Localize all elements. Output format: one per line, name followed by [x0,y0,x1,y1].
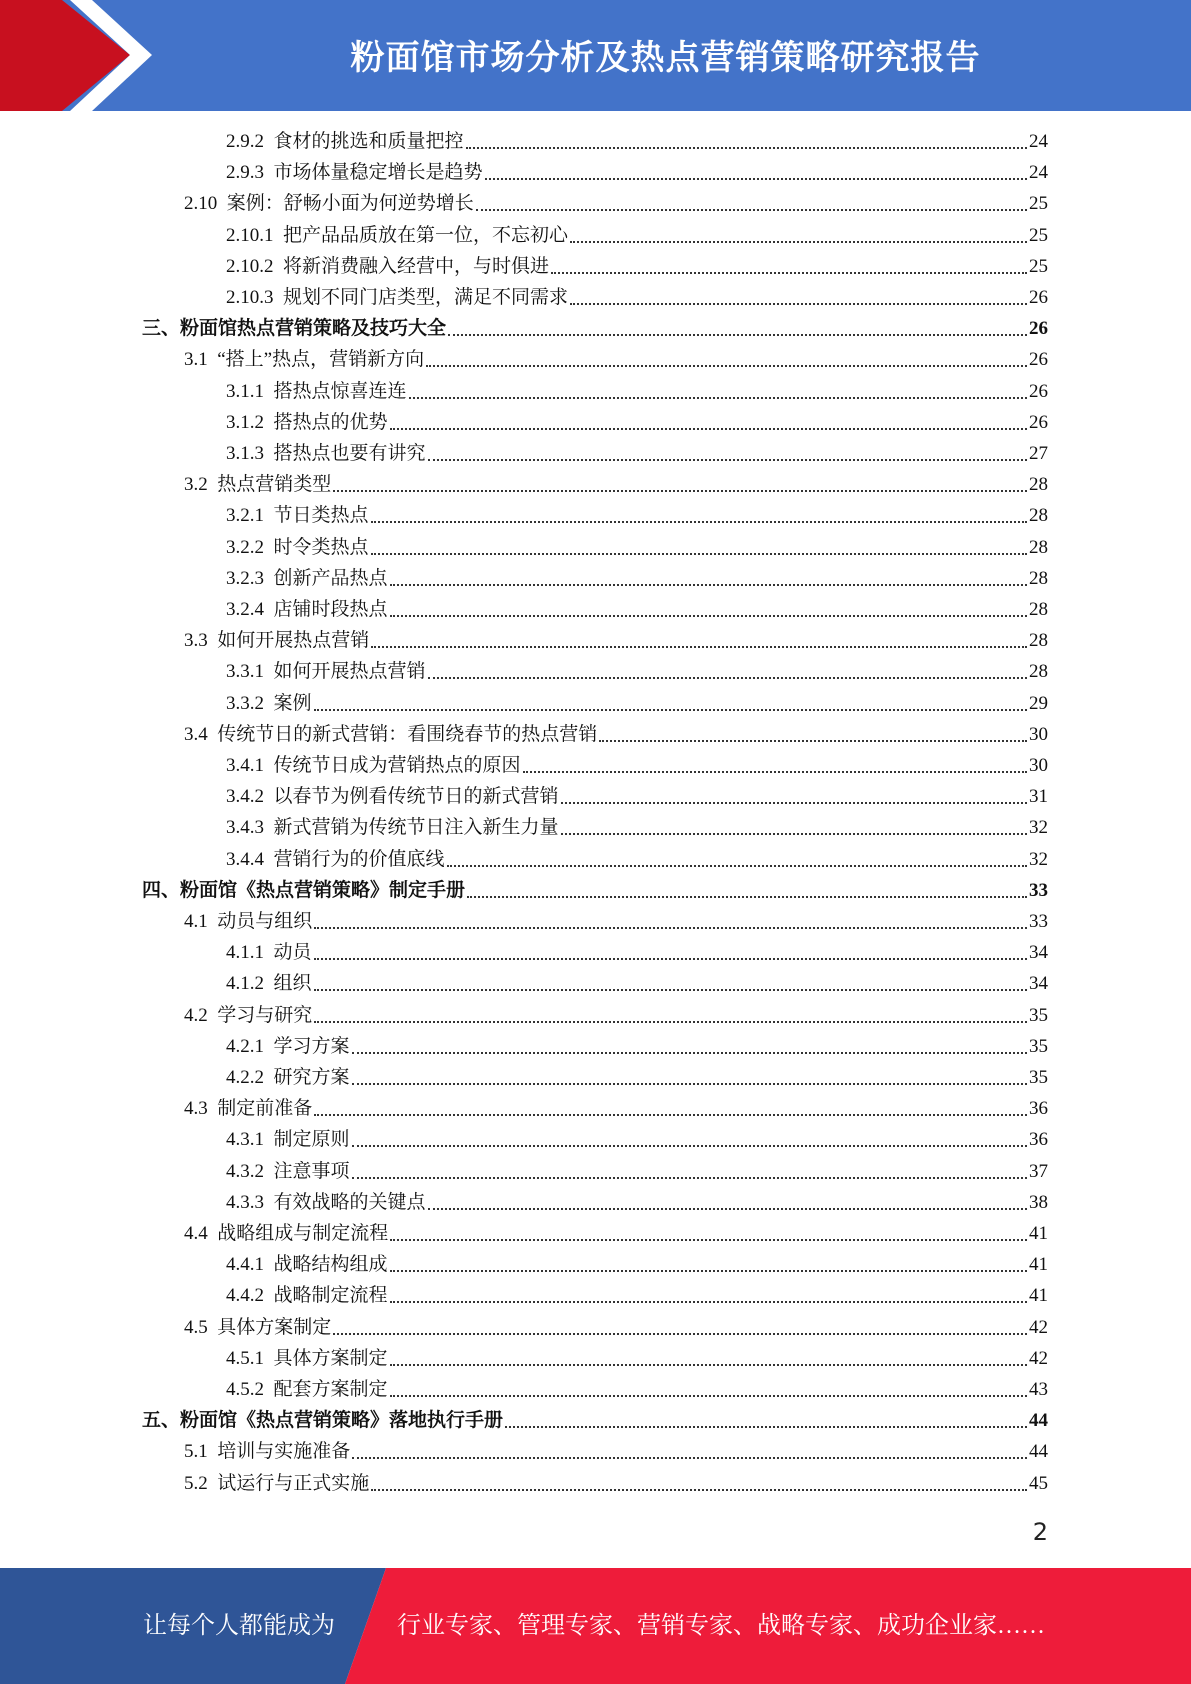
toc-entry-page: 28 [1029,599,1048,620]
toc-leader-dots [485,178,1027,180]
toc-entry[interactable] [226,845,1048,875]
toc-entry-number: 2.10.2 [226,255,274,277]
toc-entry-number: 4.2.1 [226,1035,264,1057]
toc-entry-page: 26 [1029,380,1048,402]
toc-entry-title: 食材的挑选和质量把控 [273,131,464,152]
toc-leader-dots [570,241,1027,243]
toc-entry[interactable] [226,1281,1048,1311]
toc-entry-page: 32 [1029,817,1048,839]
toc-entry-page: 28 [1029,536,1048,558]
toc-entry-number: 2.9.3 [226,162,264,184]
toc-entry-title: 粉面馆《热点营销策略》制定手册 [180,879,466,901]
toc-entry-number: 4.3.1 [226,1129,264,1151]
toc-entry-number: 3.4 [184,723,208,745]
toc-entry[interactable] [226,408,1048,438]
toc-entry-title: 具体方案制定 [273,1347,388,1369]
toc-leader-dots [426,365,1027,367]
toc-entry-title: 动员 [273,942,312,964]
toc-entry-number: 5.1 [184,1441,208,1463]
toc-entry-page: 28 [1029,661,1048,683]
toc-entry[interactable] [184,1001,1048,1031]
toc-entry-title: 搭热点惊喜连连 [273,380,407,402]
toc-leader-dots [314,927,1027,929]
toc-entry-page: 37 [1029,1160,1048,1182]
toc-leader-dots [333,1333,1027,1335]
toc-leader-dots [390,1239,1027,1241]
toc-entry-title: 市场体量稳定增长是趋势 [273,162,483,184]
toc-entry[interactable] [142,314,1048,344]
toc-entry-page: 27 [1029,443,1048,464]
toc-entry-page: 26 [1029,318,1048,340]
toc-entry-number: 4.5.2 [226,1379,264,1400]
toc-entry-page: 33 [1029,879,1048,901]
toc-entry[interactable] [226,252,1048,282]
toc-leader-dots [561,833,1027,835]
toc-entry-title: 战略制定流程 [273,1285,388,1307]
toc-entry-number: 4.5.1 [226,1347,264,1369]
toc-entry-page: 34 [1029,942,1048,964]
toc-leader-dots [599,740,1027,742]
toc-entry-number: 3.2.2 [226,536,264,558]
toc-entry-number: 4.1 [184,911,208,932]
toc-entry-number: 3.2.1 [226,505,264,527]
toc-entry[interactable] [226,1188,1048,1218]
toc-entry-title: 搭热点的优势 [273,411,388,433]
toc-entry-number: 4.4.2 [226,1285,264,1307]
toc-entry-title: 搭热点也要有讲究 [273,443,426,464]
toc-entry-title: 时令类热点 [273,536,369,558]
toc-entry-number: 3.2.4 [226,599,264,620]
toc-leader-dots [447,865,1027,867]
toc-entry[interactable] [226,938,1048,968]
toc-entry-title: 如何开展热点营销 [273,661,426,683]
toc-entry[interactable] [184,189,1048,219]
toc-entry-number: 3.1.1 [226,380,264,402]
toc-entry-title: 战略组成与制定流程 [217,1223,389,1244]
toc-entry-number: 三、 [142,318,181,340]
toc-entry-number: 4.1.1 [226,942,264,964]
toc-entry[interactable] [142,1406,1048,1436]
toc-entry-number: 2.10 [184,193,218,215]
toc-entry-title: 粉面馆热点营销策略及技巧大全 [180,318,447,340]
toc-entry[interactable] [184,345,1048,375]
footer-slogan-right: 行业专家、管理专家、营销专家、战略专家、成功企业家…… [397,1613,1045,1639]
toc-entry-number: 四、 [142,879,181,901]
toc-entry-number: 3.4.1 [226,755,264,776]
toc-entry-title: 制定原则 [273,1129,350,1151]
toc-entry-number: 五、 [142,1410,181,1432]
toc-leader-dots [561,802,1027,804]
toc-entry-page: 36 [1029,1098,1048,1120]
toc-leader-dots [466,147,1027,149]
toc-entry-page: 31 [1029,786,1048,808]
footer-slogan-left: 让每个人都能成为 [143,1613,335,1639]
toc-entry-title: 传统节日的新式营销：看围绕春节的热点营销 [217,723,598,745]
toc-entry[interactable] [226,221,1048,251]
toc-entry-page: 26 [1029,411,1048,433]
toc-entry-title: 有效战略的关键点 [273,1191,426,1213]
toc-entry-title: 节日类热点 [273,505,369,527]
toc-entry[interactable] [184,470,1048,500]
toc-entry-page: 45 [1029,1472,1048,1494]
toc-entry-page: 30 [1029,755,1048,776]
toc-entry-number: 3.2.3 [226,567,264,589]
toc-entry-title: 传统节日成为营销热点的原因 [273,755,521,776]
page-footer [0,1568,1191,1684]
toc-entry-title: 店铺时段热点 [273,599,388,620]
toc-entry-number: 3.4.4 [226,848,264,870]
toc-entry[interactable] [226,657,1048,687]
toc-entry-title: 案例：舒畅小面为何逆势增长 [226,193,474,215]
toc-entry[interactable] [184,1313,1048,1343]
toc-entry-page: 25 [1029,193,1048,215]
toc-entry-title: 制定前准备 [217,1098,313,1120]
toc-entry-page: 30 [1029,723,1048,745]
toc-entry[interactable] [184,1469,1048,1499]
toc-entry-page: 35 [1029,1067,1048,1088]
toc-leader-dots [352,1083,1027,1085]
toc-entry-page: 28 [1029,505,1048,527]
header-red-arrow [0,0,130,111]
toc-leader-dots [333,490,1027,492]
toc-entry-number: 4.3.3 [226,1191,264,1213]
toc-entry-number: 3.1 [184,349,208,371]
toc-entry[interactable] [226,564,1048,594]
toc-leader-dots [467,896,1027,898]
toc-entry-title: 组织 [273,973,312,995]
toc-entry-title: 以春节为例看传统节日的新式营销 [273,786,559,808]
toc-entry-page: 35 [1029,1035,1048,1057]
toc-entry[interactable] [226,377,1048,407]
toc-entry-page: 34 [1029,973,1048,995]
toc-entry[interactable] [226,533,1048,563]
toc-entry-page: 25 [1029,224,1048,246]
toc-entry[interactable] [184,626,1048,656]
toc-entry[interactable] [184,907,1048,937]
toc-entry-number: 3.1.2 [226,411,264,433]
toc-entry-title: 学习与研究 [217,1004,313,1026]
toc-entry-title: 研究方案 [273,1067,350,1088]
toc-entry-number: 4.2.2 [226,1067,264,1088]
toc-leader-dots [390,1301,1027,1303]
toc-entry[interactable] [226,283,1048,313]
toc-entry[interactable] [184,720,1048,750]
toc-entry-page: 36 [1029,1129,1048,1151]
toc-entry-page: 26 [1029,287,1048,308]
toc-entry-title: 学习方案 [273,1035,350,1057]
toc-entry[interactable] [226,1250,1048,1280]
toc-entry-page: 24 [1029,131,1048,152]
toc-entry[interactable] [226,969,1048,999]
toc-leader-dots [390,1270,1027,1272]
toc-entry-number: 3.3 [184,630,208,652]
toc-entry-page: 41 [1029,1254,1048,1276]
toc-entry-number: 3.1.3 [226,443,264,464]
toc-leader-dots [551,272,1027,274]
toc-entry-title: 战略结构组成 [273,1254,388,1276]
page-header [0,0,1191,111]
toc-entry[interactable] [226,501,1048,531]
toc-entry[interactable] [184,1437,1048,1467]
toc-leader-dots [428,459,1027,461]
toc-leader-dots [352,1052,1027,1054]
toc-entry-title: 将新消费融入经营中，与时俱进 [283,255,550,277]
toc-entry-page: 25 [1029,255,1048,277]
toc-entry-title: 试运行与正式实施 [217,1472,370,1494]
toc-entry-page: 41 [1029,1223,1048,1244]
toc-leader-dots [371,521,1027,523]
toc-entry-title: 案例 [273,692,312,714]
page-number: 2 [1032,1518,1048,1546]
toc-leader-dots [390,428,1027,430]
toc-entry-number: 3.2 [184,474,208,496]
toc-entry-number: 3.3.1 [226,661,264,683]
toc-entry-title: “搭上”热点，营销新方向 [217,349,425,371]
toc-entry-page: 33 [1029,911,1048,932]
toc-entry[interactable] [226,813,1048,843]
toc-entry-page: 43 [1029,1379,1048,1400]
toc-entry-page: 29 [1029,692,1048,714]
toc-leader-dots [428,1208,1027,1210]
toc-entry-page: 42 [1029,1316,1048,1338]
toc-entry-page: 32 [1029,848,1048,870]
toc-entry-title: 粉面馆《热点营销策略》落地执行手册 [180,1410,504,1432]
toc-entry[interactable] [226,689,1048,719]
toc-leader-dots [352,1177,1027,1179]
toc-entry-title: 规划不同门店类型，满足不同需求 [283,287,569,308]
document-title: 粉面馆市场分析及热点营销策略研究报告 [350,37,981,78]
toc-entry-number: 4.2 [184,1004,208,1026]
toc-entry[interactable] [226,1125,1048,1155]
toc-entry-number: 3.4.3 [226,817,264,839]
toc-entry-number: 4.3 [184,1098,208,1120]
toc-leader-dots [390,1364,1027,1366]
toc-entry-number: 3.4.2 [226,786,264,808]
toc-leader-dots [352,1145,1027,1147]
toc-leader-dots [448,334,1027,336]
toc-entry-title: 注意事项 [273,1160,350,1182]
toc-entry[interactable] [226,782,1048,812]
toc-entry[interactable] [226,1063,1048,1093]
toc-entry-title: 把产品品质放在第一位，不忘初心 [283,224,569,246]
toc-leader-dots [428,677,1027,679]
toc-entry[interactable] [226,595,1048,625]
toc-entry-page: 44 [1029,1441,1048,1463]
toc-entry-title: 如何开展热点营销 [217,630,370,652]
toc-leader-dots [352,1457,1027,1459]
toc-entry-number: 2.10.1 [226,224,274,246]
toc-leader-dots [390,615,1027,617]
toc-leader-dots [314,1114,1027,1116]
toc-leader-dots [314,989,1027,991]
toc-leader-dots [314,958,1027,960]
toc-entry-title: 新式营销为传统节日注入新生力量 [273,817,559,839]
toc-leader-dots [390,1395,1027,1397]
toc-entry-number: 4.3.2 [226,1160,264,1182]
toc-entry-page: 42 [1029,1347,1048,1369]
toc-entry-page: 28 [1029,474,1048,496]
toc-entry-number: 4.1.2 [226,973,264,995]
toc-entry-title: 营销行为的价值底线 [273,848,445,870]
toc-leader-dots [390,584,1027,586]
toc-entry[interactable] [226,1032,1048,1062]
toc-entry-page: 44 [1029,1410,1048,1432]
toc-entry[interactable] [226,1157,1048,1187]
toc-leader-dots [505,1426,1027,1428]
toc-leader-dots [523,771,1027,773]
toc-entry-page: 38 [1029,1191,1048,1213]
toc-leader-dots [570,303,1027,305]
toc-entry-number: 3.3.2 [226,692,264,714]
toc-entry-title: 热点营销类型 [217,474,332,496]
toc-entry[interactable] [226,1344,1048,1374]
toc-entry[interactable] [226,158,1048,188]
toc-entry[interactable] [226,439,1048,469]
toc-entry-title: 培训与实施准备 [217,1441,351,1463]
toc-entry-page: 35 [1029,1004,1048,1026]
toc-leader-dots [371,553,1027,555]
toc-entry[interactable] [226,751,1048,781]
toc-entry-page: 24 [1029,162,1048,184]
toc-entry-number: 4.4.1 [226,1254,264,1276]
toc-entry-page: 28 [1029,567,1048,589]
toc-leader-dots [409,397,1027,399]
toc-entry-number: 2.9.2 [226,131,264,152]
toc-entry-number: 4.5 [184,1316,208,1338]
toc-leader-dots [371,1489,1027,1491]
toc-entry-number: 5.2 [184,1472,208,1494]
toc-leader-dots [476,209,1027,211]
toc-entry[interactable] [184,1219,1048,1249]
toc-entry[interactable] [184,1094,1048,1124]
toc-entry-title: 具体方案制定 [217,1316,332,1338]
toc-entry[interactable] [142,876,1048,906]
toc-entry-number: 4.4 [184,1223,208,1244]
toc-entry-page: 41 [1029,1285,1048,1307]
toc-entry-number: 2.10.3 [226,287,274,308]
toc-entry[interactable] [226,127,1048,157]
toc-leader-dots [314,1021,1027,1023]
toc-entry-title: 动员与组织 [217,911,313,932]
toc-entry-title: 创新产品热点 [273,567,388,589]
toc-entry-title: 配套方案制定 [273,1379,388,1400]
toc-entry[interactable] [226,1375,1048,1405]
toc-leader-dots [314,709,1027,711]
toc-entry-page: 28 [1029,630,1048,652]
toc-entry-page: 26 [1029,349,1048,371]
toc-leader-dots [371,646,1027,648]
